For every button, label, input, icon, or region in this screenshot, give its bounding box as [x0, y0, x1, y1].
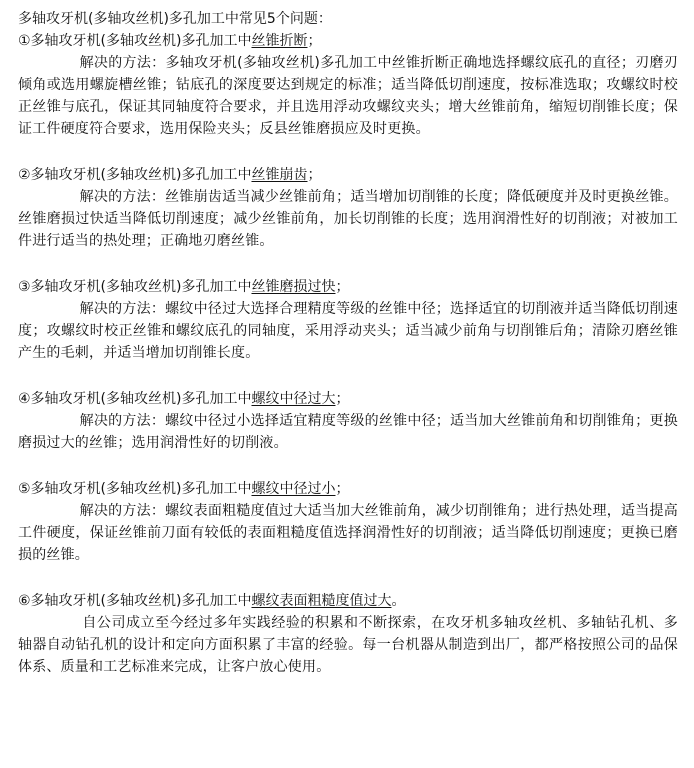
heading-topic: 螺纹表面粗糙度值过大: [251, 593, 392, 609]
heading-prefix: ④多轴攻牙机(多轴攻丝机)多孔加工中: [18, 391, 252, 407]
solution-text: 解决的方法：螺纹中径过大选择合理精度等级的丝锥中径；选择适宜的切削液并适当降低切削速度；攻螺纹时校正丝锥和螺纹底孔的同轴度，采用浮动夹头；适当减少前角与切削锥后角；清除刃磨丝锥产生的毛刺，并适当增加切削锥长度。: [18, 301, 678, 361]
problem-heading: [18, 478, 678, 500]
problem-section-1: [18, 30, 678, 140]
heading-prefix: ⑥多轴攻牙机(多轴攻丝机)多孔加工中: [18, 593, 252, 609]
problem-heading: [18, 30, 678, 52]
problem-section-4: [18, 388, 678, 454]
heading-suffix: ；: [335, 481, 350, 497]
heading-prefix: ⑤多轴攻牙机(多轴攻丝机)多孔加工中: [18, 481, 252, 497]
heading-topic: 丝锥磨损过快: [251, 279, 336, 295]
company-closing-text: 自公司成立至今经过多年实践经验的积累和不断探索，在攻牙机多轴攻丝机、多轴钻孔机、多轴器自动钻孔机的设计和定向方面积累了丰富的经验。每一台机器从制造到出厂，都严格按照公司的品保体系、质量和工艺标准来完成，让客户放心使用。: [18, 615, 678, 675]
heading-prefix: ③多轴攻牙机(多轴攻丝机)多孔加工中: [18, 279, 252, 295]
solution-text: 解决的方法：螺纹表面粗糙度值过大适当加大丝锥前角，减少切削锥角；进行热处理，适当提高工件硬度，保证丝锥前刀面有较低的表面粗糙度值选择润滑性好的切削液；适当降低切削速度；更换已磨损的丝锥。: [18, 503, 678, 563]
heading-topic: 丝锥崩齿: [251, 167, 308, 183]
heading-suffix: 。: [391, 593, 406, 609]
document-title: 多轴攻牙机(多轴攻丝机)多孔加工中常见5个问题：: [18, 11, 332, 27]
heading-prefix: ①多轴攻牙机(多轴攻丝机)多孔加工中: [18, 33, 252, 49]
problem-heading: [18, 276, 678, 298]
problem-section-5: [18, 478, 678, 566]
solution-text: 解决的方法：螺纹中径过小选择适宜精度等级的丝锥中径；适当加大丝锥前角和切削锥角；更换磨损过大的丝锥；选用润滑性好的切削液。: [18, 413, 678, 451]
problem-section-3: [18, 276, 678, 364]
heading-suffix: ；: [307, 33, 322, 49]
document: [18, 8, 678, 678]
heading-suffix: ；: [335, 279, 350, 295]
problem-section-6: [18, 590, 678, 678]
problem-heading: [18, 590, 678, 612]
heading-prefix: ②多轴攻牙机(多轴攻丝机)多孔加工中: [18, 167, 252, 183]
heading-topic: 丝锥折断: [251, 33, 308, 49]
problem-section-2: [18, 164, 678, 252]
solution-text: 解决的方法：丝锥崩齿适当减少丝锥前角；适当增加切削锥的长度；降低硬度并及时更换丝锥。丝锥磨损过快适当降低切削速度；减少丝锥前角，加长切削锥的长度；选用润滑性好的切削液；对被加工件进行适当的热处理；正确地刃磨丝锥。: [18, 189, 678, 249]
heading-suffix: ；: [307, 167, 322, 183]
heading-topic: 螺纹中径过小: [251, 481, 336, 497]
problem-heading: [18, 388, 678, 410]
problem-heading: [18, 164, 678, 186]
solution-text: 解决的方法：多轴攻牙机(多轴攻丝机)多孔加工中丝锥折断正确地选择螺纹底孔的直径；刃磨刃倾角或选用螺旋槽丝锥；钻底孔的深度要达到规定的标准；适当降低切削速度，按标准选取；攻螺纹时校正丝锥与底孔，保证其同轴度符合要求，并且选用浮动攻螺纹夹头；增大丝锥前角，缩短切削锥长度；保证工件硬度符合要求，选用保险夹头；反县丝锥磨损应及时更换。: [18, 55, 678, 137]
heading-suffix: ；: [335, 391, 350, 407]
heading-topic: 螺纹中径过大: [251, 391, 336, 407]
